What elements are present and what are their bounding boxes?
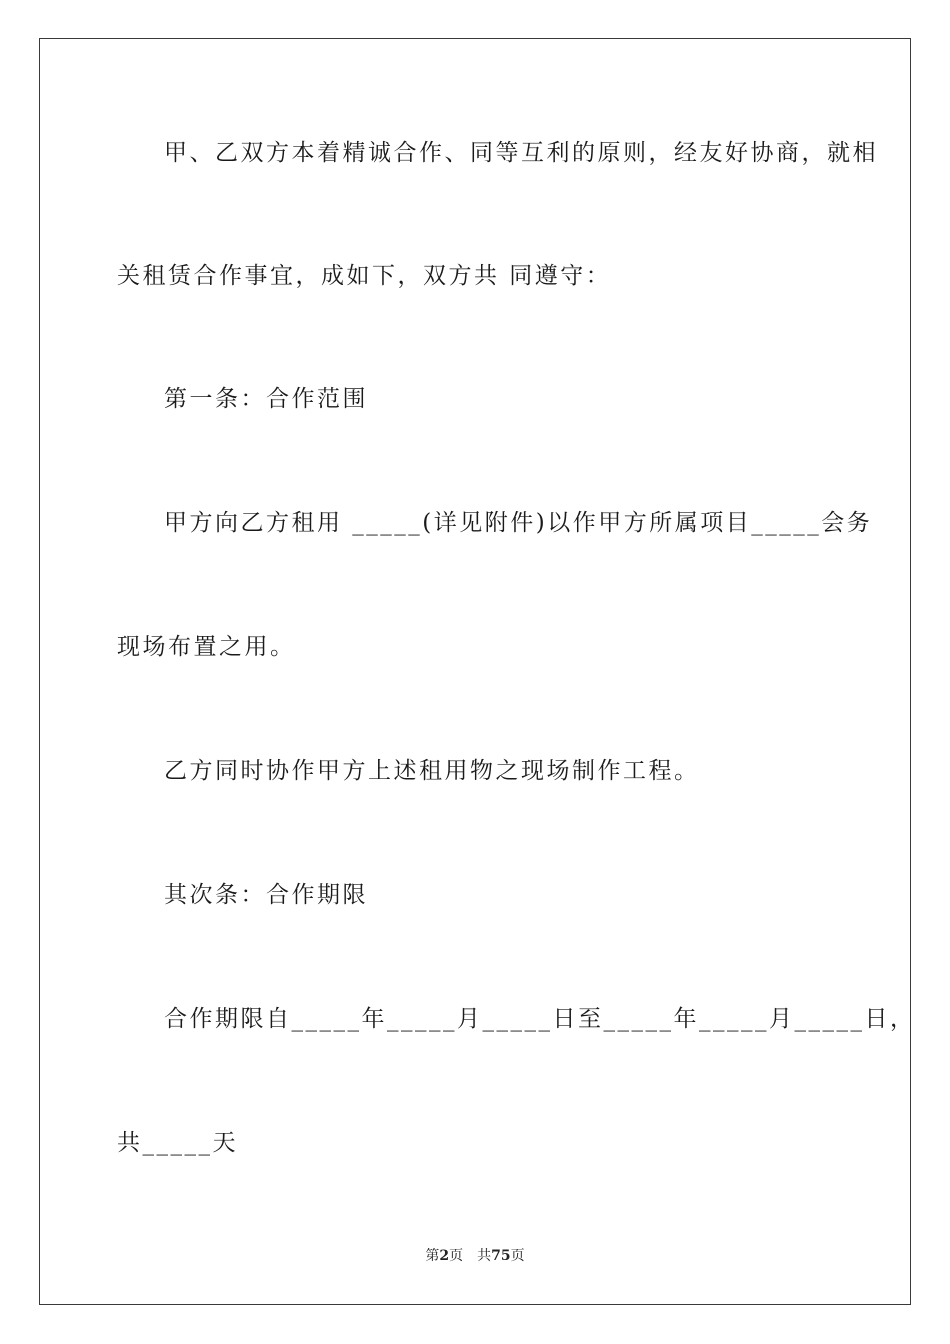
paragraph-line: 合作期限自_____年_____月_____日至_____年_____月_____日， — [164, 1006, 916, 1032]
total-prefix: 共 — [477, 1248, 492, 1264]
section-heading: 第一条：合作范围 — [164, 386, 368, 412]
paragraph-line: 乙方同时协作甲方上述租用物之现场制作工程。 — [164, 758, 700, 784]
paragraph-line: 现场布置之用。 — [117, 634, 296, 660]
paragraph-line: 共_____天 — [117, 1130, 238, 1156]
paragraph-line: 甲、乙双方本着精诚合作、同等互利的原则，经友好协商，就相 — [164, 140, 878, 166]
paragraph-line: 关租赁合作事宜，成如下，双方共 同遵守： — [117, 263, 612, 289]
page-frame — [39, 38, 911, 1305]
paragraph-line: 甲方向乙方租用 _____(详见附件)以作甲方所属项目_____会务 — [164, 510, 873, 536]
page-suffix: 页 — [449, 1248, 464, 1264]
page-prefix: 第 — [425, 1248, 440, 1264]
page-footer — [0, 1247, 950, 1265]
page-number: 2 — [439, 1248, 450, 1264]
section-heading: 其次条：合作期限 — [164, 882, 368, 908]
total-pages: 75 — [491, 1248, 511, 1264]
total-suffix: 页 — [510, 1248, 525, 1264]
